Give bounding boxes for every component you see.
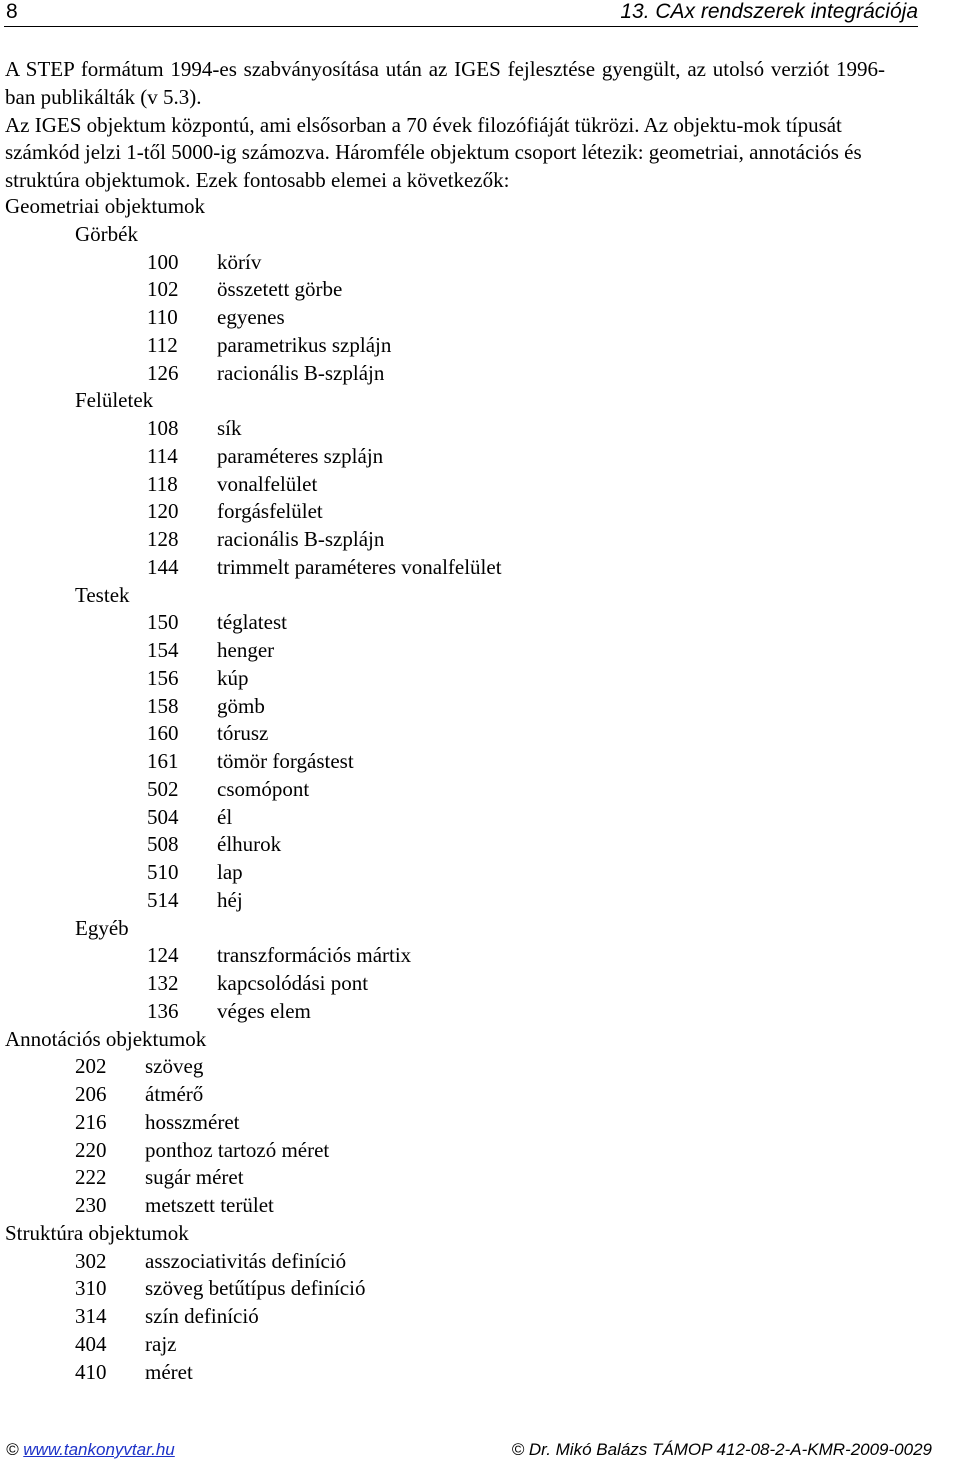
entity-code: 314 [75, 1304, 107, 1328]
website-link[interactable]: www.tankonyvtar.hu [23, 1440, 175, 1459]
list-item [5, 970, 885, 998]
entity-name: héj [217, 887, 243, 912]
entity-name: parametrikus szplájn [217, 332, 392, 357]
footer-website [6, 1440, 175, 1460]
entity-name: átmérő [145, 1082, 204, 1106]
subgroup-title: Egyéb [75, 915, 129, 940]
entity-code: 504 [147, 804, 179, 829]
entity-code: 202 [75, 1054, 107, 1079]
list-item [5, 1164, 885, 1192]
subgroup-title: Görbék [75, 221, 138, 246]
entity-name: csomópont [217, 776, 310, 801]
entity-name: lap [217, 860, 243, 884]
list-item [5, 360, 885, 388]
list-item [5, 332, 885, 360]
list-item [5, 1275, 885, 1303]
list-item [5, 637, 885, 665]
list-item [5, 526, 885, 554]
entity-code: 102 [147, 277, 179, 302]
entity-name: szöveg [145, 1054, 204, 1079]
entity-name: kúp [217, 665, 249, 690]
entity-name: rajz [145, 1331, 177, 1356]
list-item [5, 443, 885, 471]
entity-code: 310 [75, 1276, 107, 1301]
entity-name: véges elem [217, 998, 311, 1023]
entity-code: 514 [147, 887, 179, 912]
entity-name: racionális B-szplájn [217, 527, 385, 551]
entity-code: 124 [147, 943, 179, 968]
list-item [5, 887, 885, 915]
list-item [5, 776, 885, 804]
list-item [5, 1137, 885, 1165]
entity-code: 126 [147, 360, 179, 385]
entity-name: egyenes [217, 305, 285, 329]
entity-code: 158 [147, 693, 179, 718]
entity-code: 502 [147, 776, 179, 801]
list-item [5, 720, 885, 748]
list-item [5, 249, 885, 277]
entity-code: 510 [147, 860, 179, 884]
list-item [5, 804, 885, 832]
list-item [5, 471, 885, 499]
list-item [5, 276, 885, 304]
entity-name: sík [217, 416, 242, 440]
entity-code: 154 [147, 638, 179, 662]
list-item [5, 998, 885, 1026]
intro-paragraph-2: Az IGES objektum központú, ami elsősorban a 70 évek filozófiáját tükrözi. Az objektu-mok típusát számkód jelzi 1-től 5000-ig számozva. Háromféle objektum csoport létezik: geometriai, annotációs és struktúra objektumok. Ezek fontosabb elemei a következők: [5, 112, 862, 192]
list-item [5, 1192, 885, 1220]
entity-code: 230 [75, 1193, 107, 1217]
page-footer [0, 1438, 960, 1464]
entity-code: 216 [75, 1109, 107, 1134]
copyright-icon: © [6, 1440, 19, 1459]
entity-code: 108 [147, 416, 179, 440]
list-item [5, 1303, 885, 1331]
list-item [5, 748, 885, 776]
entity-code: 136 [147, 998, 179, 1023]
list-item [5, 498, 885, 526]
entity-code: 110 [147, 305, 178, 329]
chapter-title: 13. CAx rendszerek integrációja [620, 0, 918, 23]
entity-code: 220 [75, 1137, 107, 1162]
entity-name: racionális B-szplájn [217, 360, 385, 385]
entity-code: 114 [147, 443, 178, 468]
entity-code: 160 [147, 721, 179, 746]
list-item [5, 665, 885, 693]
list-item [5, 942, 885, 970]
subgroup-title: Felületek [75, 388, 154, 413]
entity-code: 161 [147, 749, 179, 773]
entity-name: sugár méret [145, 1165, 244, 1190]
entity-code: 120 [147, 499, 179, 524]
entity-name: kapcsolódási pont [217, 971, 369, 995]
entity-name: körív [217, 249, 262, 274]
list-item [5, 1109, 885, 1137]
page-header [4, 0, 918, 27]
entity-code: 150 [147, 610, 179, 635]
entity-name: vonalfelület [217, 471, 318, 496]
entity-name: összetett görbe [217, 277, 343, 302]
group-title: Annotációs objektumok [5, 1026, 207, 1051]
iges-entity-list [5, 193, 885, 1386]
entity-name: metszett terület [145, 1193, 274, 1217]
entity-name: méret [145, 1359, 193, 1384]
entity-code: 410 [75, 1359, 107, 1384]
group-title: Struktúra objektumok [5, 1220, 189, 1245]
entity-code: 128 [147, 527, 179, 551]
intro-text [5, 56, 885, 195]
entity-name: él [217, 804, 233, 829]
list-item [5, 693, 885, 721]
entity-code: 100 [147, 249, 179, 274]
entity-code: 156 [147, 665, 179, 690]
entity-code: 222 [75, 1165, 107, 1190]
entity-name: asszociativitás definíció [145, 1248, 347, 1273]
list-item [5, 859, 885, 887]
entity-name: gömb [217, 693, 265, 718]
list-item [5, 609, 885, 637]
entity-name: szöveg betűtípus definíció [145, 1276, 366, 1301]
list-item [5, 415, 885, 443]
list-item [5, 554, 885, 582]
entity-name: forgásfelület [217, 499, 323, 524]
group-title: Geometriai objektumok [5, 194, 206, 218]
entity-code: 302 [75, 1248, 107, 1273]
entity-code: 144 [147, 554, 179, 579]
page-number: 8 [6, 0, 18, 23]
entity-code: 132 [147, 971, 179, 995]
entity-name: paraméteres szplájn [217, 443, 384, 468]
entity-code: 112 [147, 332, 178, 357]
entity-code: 508 [147, 832, 179, 857]
list-item [5, 1331, 885, 1359]
list-item [5, 831, 885, 859]
list-item [5, 1359, 885, 1387]
list-item [5, 1081, 885, 1109]
subgroup-title: Testek [75, 582, 130, 607]
entity-code: 404 [75, 1331, 107, 1356]
entity-name: trimmelt paraméteres vonalfelület [217, 554, 502, 579]
list-item [5, 304, 885, 332]
entity-name: élhurok [217, 832, 282, 857]
entity-name: transzformációs mártix [217, 943, 412, 968]
entity-name: ponthoz tartozó méret [145, 1137, 330, 1162]
list-item [5, 1053, 885, 1081]
entity-name: tömör forgástest [217, 749, 354, 773]
intro-paragraph-1: A STEP formátum 1994-es szabványosítása után az IGES fejlesztése gyengült, az utolsó verziót 1996-ban publikálták (v 5.3). [5, 57, 885, 109]
entity-name: téglatest [217, 610, 287, 635]
entity-name: henger [217, 638, 275, 662]
entity-code: 118 [147, 471, 178, 496]
entity-name: tórusz [217, 721, 269, 746]
entity-name: szín definíció [145, 1304, 259, 1328]
footer-author-credit: © Dr. Mikó Balázs TÁMOP 412-08-2-A-KMR-2009-0029 [511, 1440, 932, 1459]
entity-name: hosszméret [145, 1109, 240, 1134]
entity-code: 206 [75, 1082, 107, 1106]
list-item [5, 1248, 885, 1276]
